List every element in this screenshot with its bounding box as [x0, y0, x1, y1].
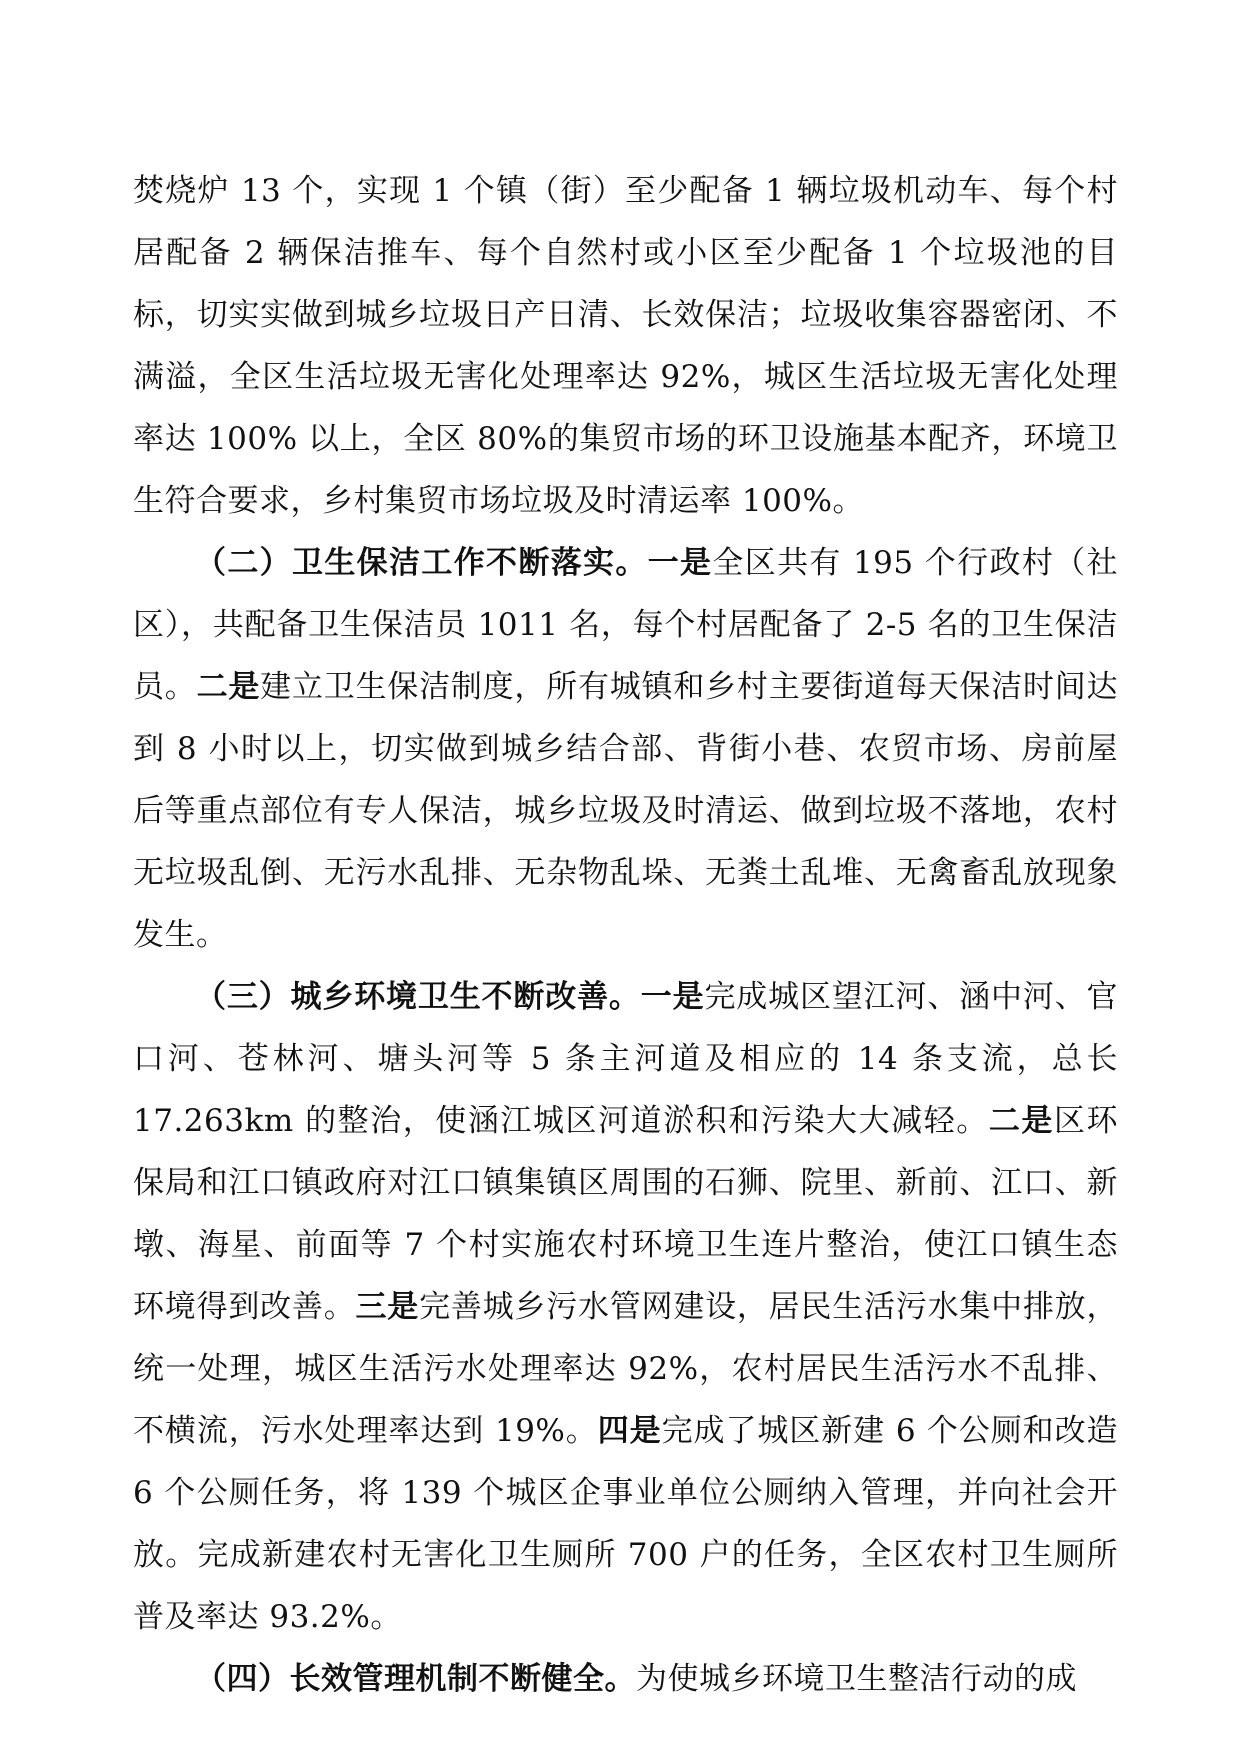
section-heading: （三）城乡环境卫生不断改善。一是 — [195, 979, 705, 1015]
point-label: 二是 — [196, 669, 261, 705]
paragraph-text: 建立卫生保洁制度，所有城镇和乡村主要街道每天保洁时间达到 8 小时以上，切实做到城乡结合部、背街小巷、农贸市场、房前屋后等重点部位有专人保洁，城乡垃圾及时清运、做到垃圾不落地，农村无垃圾乱倒、无污水乱排、无杂物乱垛、无粪土乱堆、无禽畜乱放现象发生。 — [133, 669, 1119, 953]
document-page — [133, 160, 1118, 1710]
paragraph-text: 完成了城区新建 6 个公厕和改造 6 个公厕任务，将 139 个城区企事业单位公厕纳入管理，并向社会开放。完成新建农村无害化卫生厕所 700 户的任务，全区农村卫生厕所普及率达 93.2%。 — [133, 1413, 1118, 1635]
paragraph-text: 完成城区望江河、涵中河、官口河、苍林河、塘头河等 5 条主河道及相应的 14 条支流，总长 17.263km 的整治，使涵江城区河道淤积和污染大大减轻。 — [133, 979, 1119, 1139]
point-label: 二是 — [988, 1103, 1054, 1139]
paragraph-text: 完善城乡污水管网建设，居民生活污水集中排放，统一处理，城区生活污水处理率达 92%，农村居民生活污水不乱排、不横流，污水处理率达到 19%。 — [133, 1289, 1119, 1449]
paragraph-garbage-facilities — [133, 160, 1118, 532]
point-label: 四是 — [597, 1413, 662, 1449]
paragraph-environment-improvement — [133, 966, 1118, 1648]
paragraph-cleaning-work — [133, 532, 1118, 966]
paragraph-text: 区环保局和江口镇政府对江口镇集镇区周围的石狮、院里、新前、江口、新墩、海星、前面等 7 个村实施农村环境卫生连片整治，使江口镇生态环境得到改善。 — [133, 1103, 1118, 1325]
paragraph-text: 全区共有 195 个行政村（社区），共配备卫生保洁员 1011 名，每个村居配备了 2-5 名的卫生保洁员。 — [133, 545, 1118, 705]
paragraph-text: 焚烧炉 13 个，实现 1 个镇（街）至少配备 1 辆垃圾机动车、每个村居配备 2 辆保洁推车、每个自然村或小区至少配备 1 个垃圾池的目标，切实实做到城乡垃圾日产日清、长效保洁；垃圾收集容器密闭、不满溢，全区生活垃圾无害化处理率达 92%，城区生活垃圾无害化处理率达 100% 以上，全区 80%的集贸市场的环卫设施基本配齐，环境卫生符合要求，乡村集贸市场垃圾及时清运率 100%。 — [133, 173, 1119, 519]
point-label: 三是 — [355, 1289, 420, 1325]
paragraph-management-mechanism — [133, 1648, 1118, 1710]
section-heading: （二）卫生保洁工作不断落实。一是 — [195, 545, 713, 581]
section-heading: （四）长效管理机制不断健全。 — [195, 1661, 636, 1697]
paragraph-text: 为使城乡环境卫生整洁行动的成 — [636, 1661, 1077, 1697]
